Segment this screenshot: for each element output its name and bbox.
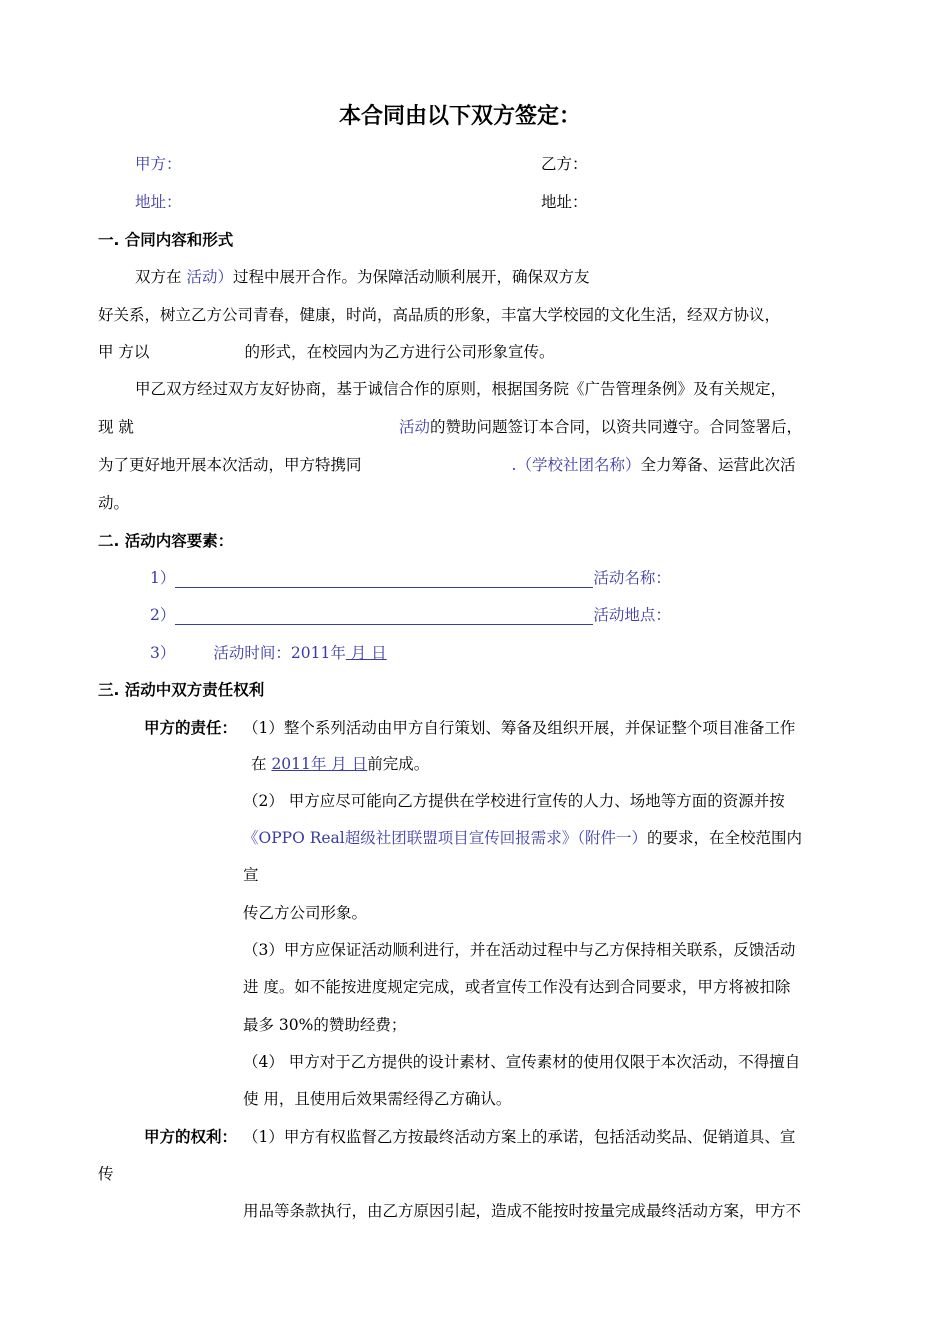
page-title: 本合同由以下双方签定： <box>339 104 582 129</box>
duty-2-line-4: 传乙方公司形象。 <box>243 904 368 922</box>
duty-3-line-3: 最多 30%的赞助经费； <box>243 1016 407 1034</box>
party-a-label: 甲方： <box>135 155 182 173</box>
s2-item-3-label: 活动时间：2011年 <box>213 644 346 662</box>
duty-2-text-b: 的要求，在全校范围内 <box>647 829 803 847</box>
s1-p1-activity: 活动） <box>186 268 233 286</box>
s2-item-2 <box>150 605 671 625</box>
duty-3-line-2: 进 度。如不能按进度规定完成，或者宣传工作没有达到合同要求，甲方将被扣除 <box>243 978 791 996</box>
s1-paragraph-1-line-2: 好关系，树立乙方公司青春，健康，时尚，高品质的形象，丰富大学校园的文化生活，经双方协议， <box>98 306 781 324</box>
right-1-line-3: 用品等条款执行，由乙方原因引起，造成不能按时按量完成最终活动方案，甲方不 <box>243 1202 802 1220</box>
duty-2-line-1: （2） 甲方应尽可能向乙方提供在学校进行宣传的人力、场地等方面的资源并按 <box>243 792 785 810</box>
duty-4-line-2: 使 用，且使用后效果需经得乙方确认。 <box>243 1090 512 1108</box>
section-1-heading: 一. 合同内容和形式 <box>98 231 234 249</box>
section-2-heading: 二. 活动内容要素： <box>98 532 234 550</box>
s2-item-2-label: 活动地点： <box>593 606 671 624</box>
s2-item-1-number: 1） <box>150 569 176 587</box>
s2-item-2-blank <box>175 608 593 625</box>
s2-item-1 <box>150 568 671 588</box>
party-a-duty-label: 甲方的责任： <box>144 719 238 737</box>
party-a-address-label: 地址： <box>135 193 182 211</box>
s1-p1-line3-a: 甲 方以 <box>98 343 150 361</box>
s1-p2-line3-a: 为了更好地开展本次活动，甲方特携同 <box>98 456 362 474</box>
duty-1-text-c: 前完成。 <box>367 755 430 773</box>
s1-p2-line3-c: 全力筹备、运营此次活 <box>640 456 796 474</box>
s1-p1-text-a: 双方在 <box>135 268 182 286</box>
s1-paragraph-1-line-3 <box>98 342 554 362</box>
s2-item-3-number: 3） <box>150 644 176 662</box>
duty-2-line-2 <box>243 828 802 848</box>
duty-1-line-2 <box>251 754 429 774</box>
duty-1-text-a: 在 <box>251 755 272 773</box>
section-3-heading: 三. 活动中双方责任权利 <box>98 681 265 699</box>
s1-paragraph-2-line-3 <box>98 455 795 475</box>
s1-paragraph-2-line-2 <box>98 417 802 437</box>
s1-p1-text-c: 过程中展开合作。为保障活动顺利展开，确保双方友 <box>232 268 590 286</box>
s1-paragraph-2-line-1: 甲乙双方经过双方友好协商，基于诚信合作的原则，根据国务院《广告管理条例》及有关规定， <box>135 380 787 398</box>
duty-1-line-1: （1）整个系列活动由甲方自行策划、筹备及组织开展，并保证整个项目准备工作 <box>243 719 796 737</box>
right-1-line-2: 传 <box>98 1165 114 1183</box>
party-a-rights-label: 甲方的权利： <box>144 1128 238 1146</box>
s2-item-3-date: 月 日 <box>345 644 387 662</box>
duty-1-deadline: 2011年 月 日 <box>271 755 368 773</box>
duty-4-line-1: （4） 甲方对于乙方提供的设计素材、宣传素材的使用仅限于本次活动，不得擅自 <box>243 1053 801 1071</box>
duty-2-attachment-ref: 《OPPO Real超级社团联盟项目宣传回报需求》（附件一） <box>243 829 647 847</box>
s1-p2-line2-a: 现 就 <box>98 418 134 436</box>
s2-item-3 <box>150 643 387 663</box>
s1-paragraph-2-line-4: 动。 <box>98 494 130 512</box>
s1-p2-school-club: .（学校社团名称） <box>511 456 641 474</box>
duty-2-line-3: 宣 <box>243 866 259 884</box>
party-b-label: 乙方： <box>541 155 588 173</box>
s2-item-1-blank <box>175 571 593 588</box>
s1-paragraph-1-line-1 <box>135 267 589 287</box>
party-b-address-label: 地址： <box>541 193 588 211</box>
s1-p2-activity: 活动 <box>398 418 430 436</box>
right-1-line-1: （1）甲方有权监督乙方按最终活动方案上的承诺，包括活动奖品、促销道具、宣 <box>243 1128 796 1146</box>
s2-item-1-label: 活动名称： <box>593 569 671 587</box>
s1-p2-line2-c: 的赞助问题签订本合同，以资共同遵守。合同签署后， <box>429 418 802 436</box>
s1-p1-line3-b: 的形式，在校园内为乙方进行公司形象宣传。 <box>244 343 555 361</box>
s2-item-2-number: 2） <box>150 606 176 624</box>
duty-3-line-1: （3）甲方应保证活动顺利进行，并在活动过程中与乙方保持相关联系，反馈活动 <box>243 941 796 959</box>
